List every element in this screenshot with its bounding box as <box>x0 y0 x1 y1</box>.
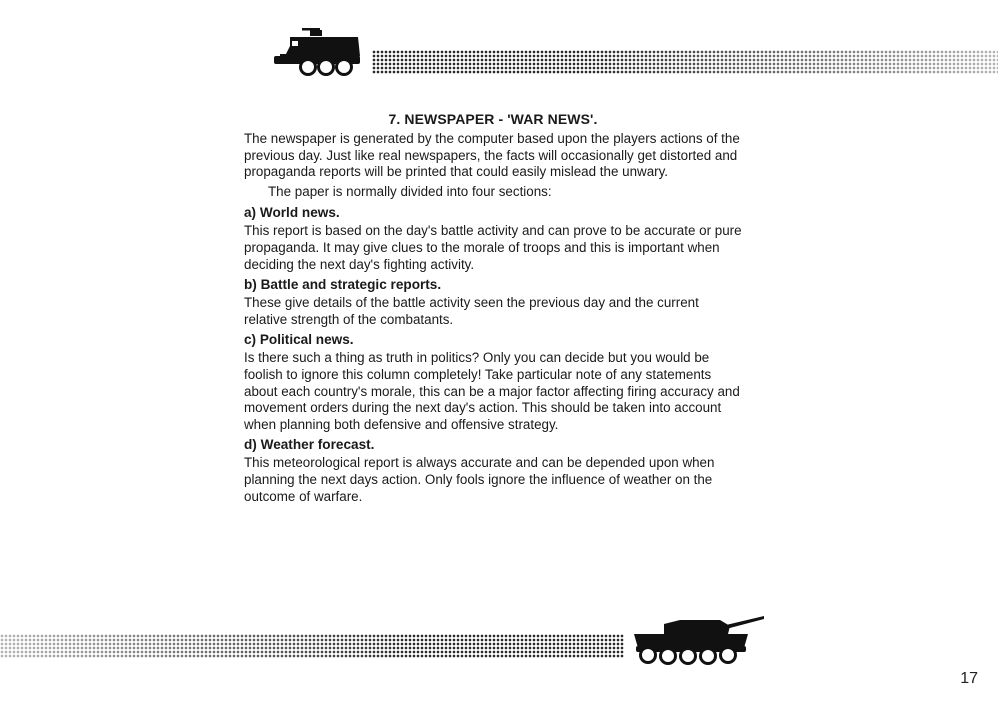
section-title: 7. NEWSPAPER - 'WAR NEWS'. <box>388 111 598 127</box>
divisions-paragraph: The paper is normally divided into four sections: <box>268 183 552 199</box>
armoured-personnel-carrier-icon <box>272 26 364 78</box>
newspaper-section <box>242 111 742 508</box>
subsection-heading-weather: d) Weather forecast. <box>244 437 375 453</box>
subsection-body-battle-reports: These give details of the battle activity seen the previous day and the current relative strength of the combatants. <box>244 295 699 327</box>
page-number: 17 <box>960 670 978 687</box>
top-dotted-band <box>372 50 998 74</box>
subsection-heading-world-news: a) World news. <box>244 205 340 221</box>
tank-icon <box>630 612 766 668</box>
bottom-dotted-band <box>0 634 624 658</box>
subsection-heading-political-news: c) Political news. <box>244 332 354 348</box>
subsection-body-world-news: This report is based on the day's battle activity and can prove to be accurate or pure propaganda. It may give clues to the morale of troops and this is important when deciding the next day's fighting activity. <box>244 223 742 272</box>
subsection-body-weather: This meteorological report is always accurate and can be depended upon when planning the next days action. Only fools ignore the influence of weather on the outcome of warfare. <box>244 455 715 504</box>
subsection-heading-battle-reports: b) Battle and strategic reports. <box>244 277 442 293</box>
intro-paragraph: The newspaper is generated by the computer based upon the players actions of the previous day. Just like real newspapers, the facts will occasionally get distorted and propaganda reports will be printed that could easily mislead the unwary. <box>244 131 740 180</box>
subsection-body-political-news: Is there such a thing as truth in politics? Only you can decide but you would be foolish to ignore this column completely! Take particular note of any statements about each country's morale, this can be a major factor affecting firing accuracy and movement orders during the next day's action. This should be taken into account when planning both defensive and offensive strategy. <box>244 350 740 432</box>
